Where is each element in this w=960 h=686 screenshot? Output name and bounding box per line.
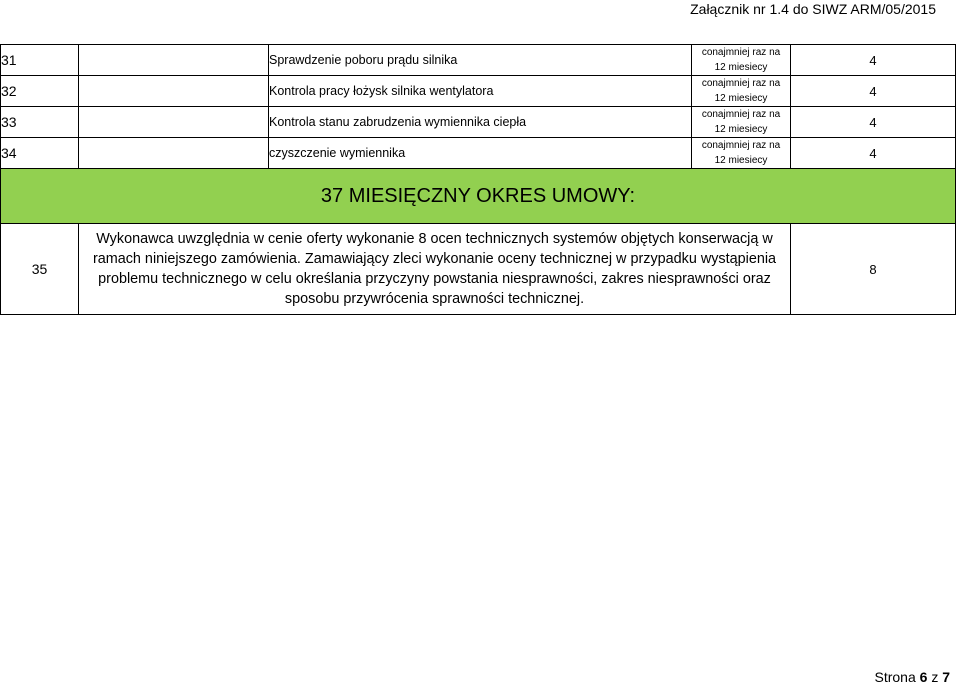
row-number: 33 — [1, 107, 79, 138]
task-description: Sprawdzenie poboru prądu silnika — [269, 45, 692, 76]
task-description: czyszczenie wymiennika — [269, 138, 692, 169]
task-quantity: 4 — [791, 76, 956, 107]
empty-cell — [79, 76, 269, 107]
task-frequency: conajmniej raz na 12 miesiecy — [692, 76, 791, 107]
empty-cell — [79, 45, 269, 76]
table-row — [1, 107, 956, 138]
row-number: 34 — [1, 138, 79, 169]
task-quantity: 4 — [791, 45, 956, 76]
task-frequency: conajmniej raz na 12 miesiecy — [692, 107, 791, 138]
table-row — [1, 76, 956, 107]
scope-table — [0, 44, 956, 315]
table-row — [1, 45, 956, 76]
table-row — [1, 138, 956, 169]
task-description: Kontrola stanu zabrudzenia wymiennika ciepła — [269, 107, 692, 138]
row-number: 31 — [1, 45, 79, 76]
row-number: 32 — [1, 76, 79, 107]
task-frequency: conajmniej raz na 12 miesiecy — [692, 138, 791, 169]
task-description: Kontrola pracy łożysk silnika wentylatora — [269, 76, 692, 107]
table-row — [1, 224, 956, 315]
empty-cell — [79, 138, 269, 169]
task-quantity: 4 — [791, 107, 956, 138]
empty-cell — [79, 107, 269, 138]
page-number: Strona 6 z 7 — [874, 669, 950, 685]
task-quantity: 8 — [791, 224, 956, 315]
task-quantity: 4 — [791, 138, 956, 169]
section-header-row — [1, 169, 956, 224]
section-title: 37 MIESIĘCZNY OKRES UMOWY: — [1, 169, 956, 224]
row-number: 35 — [1, 224, 79, 315]
technical-assessment-description: Wykonawca uwzględnia w cenie oferty wykonanie 8 ocen technicznych systemów objętych konserwacją w ramach niniejszego zamówienia. Zamawiający zleci wykonanie oceny technicznej w przypadku wystąpienia problemu technicznego w celu określania przyczyny powstania niesprawności, zakres niesprawności oraz sposobu przywrócenia sprawności technicznej. — [79, 224, 791, 315]
document-reference: Załącznik nr 1.4 do SIWZ ARM/05/2015 — [690, 1, 936, 17]
task-frequency: conajmniej raz na 12 miesiecy — [692, 45, 791, 76]
